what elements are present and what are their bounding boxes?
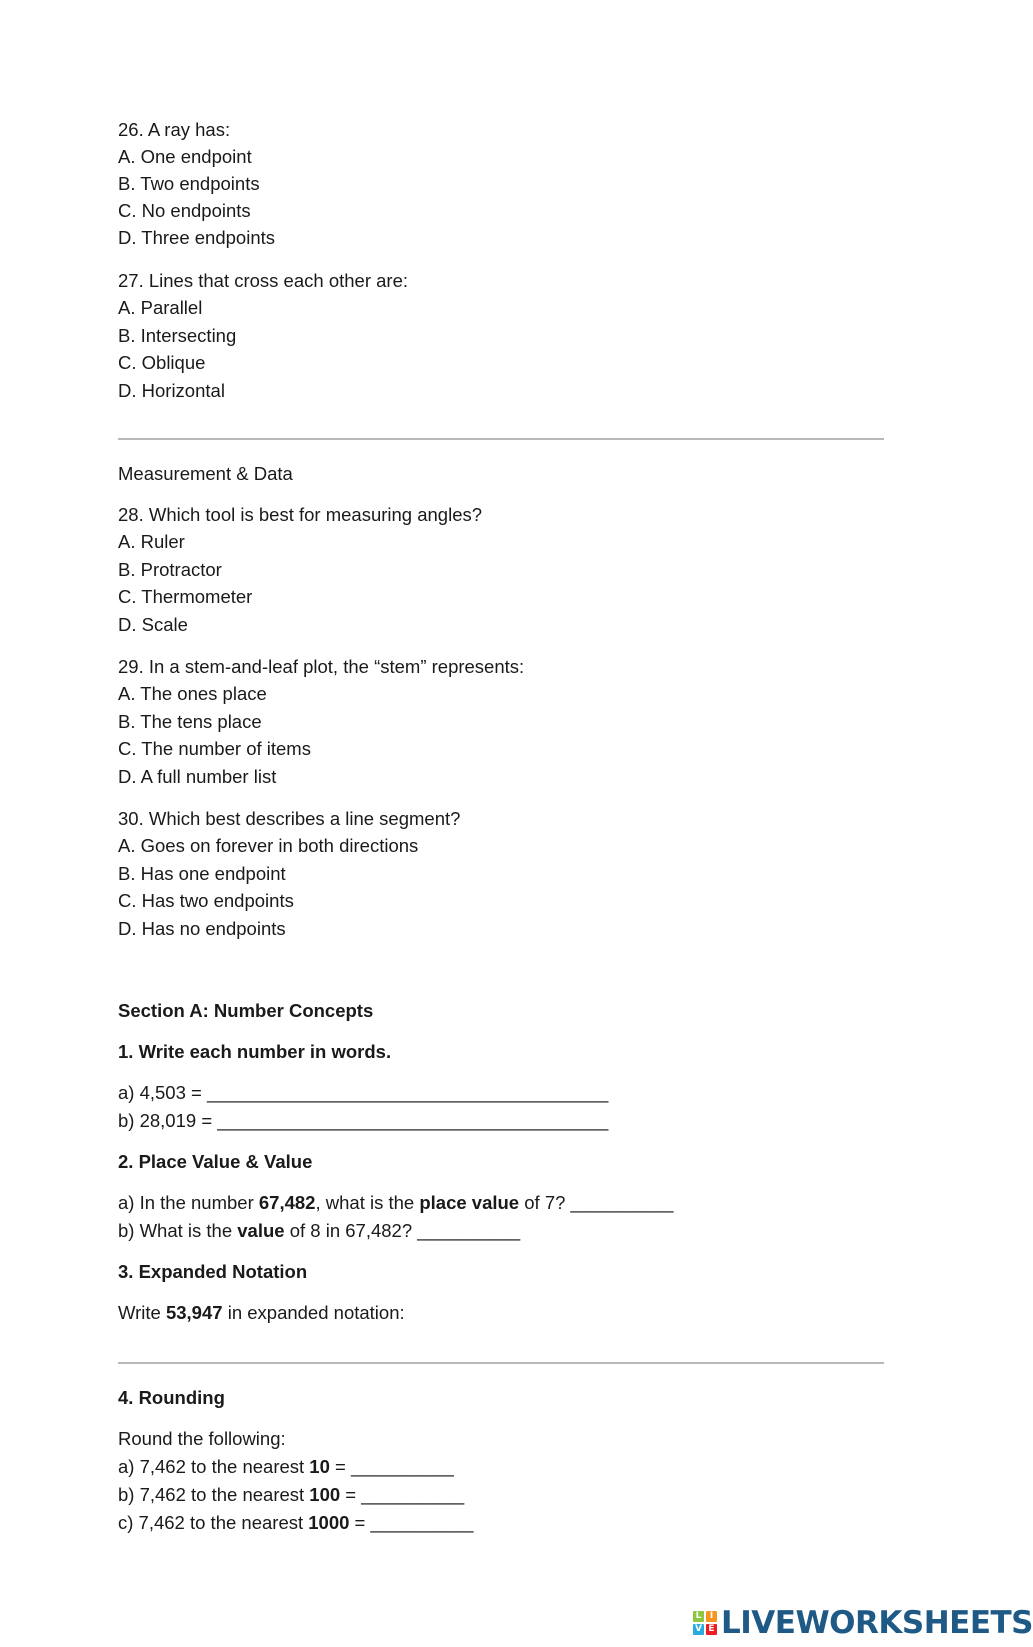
problem-4-intro: Round the following: xyxy=(118,1428,286,1449)
option-26c: C. No endpoints xyxy=(118,200,251,221)
question-27: 27. Lines that cross each other are: xyxy=(118,270,409,291)
problem-4-heading: 4. Rounding xyxy=(118,1387,225,1408)
option-28a: A. Ruler xyxy=(118,531,185,552)
logo-mark-l: L xyxy=(693,1611,704,1622)
problem-4b[interactable]: b) 7,462 to the nearest 100 = __________ xyxy=(118,1484,465,1505)
question-30: 30. Which best describes a line segment? xyxy=(118,808,461,829)
option-29d: D. A full number list xyxy=(118,766,277,787)
option-26b: B. Two endpoints xyxy=(118,173,260,194)
option-29b: B. The tens place xyxy=(118,711,262,732)
liveworksheets-logo-icon xyxy=(693,1611,717,1635)
option-29c: C. The number of items xyxy=(118,738,311,759)
option-27b: B. Intersecting xyxy=(118,325,237,346)
question-26: 26. A ray has: xyxy=(118,119,231,140)
option-26d: D. Three endpoints xyxy=(118,227,276,248)
option-28b: B. Protractor xyxy=(118,559,222,580)
problem-1-heading: 1. Write each number in words. xyxy=(118,1041,392,1062)
logo-mark-e: E xyxy=(706,1624,717,1635)
problem-2b[interactable]: b) What is the value of 8 in 67,482? __________ xyxy=(118,1220,521,1241)
option-30b: B. Has one endpoint xyxy=(118,863,286,884)
question-29: 29. In a stem-and-leaf plot, the “stem” represents: xyxy=(118,656,525,677)
question-28: 28. Which tool is best for measuring angles? xyxy=(118,504,483,525)
option-27c: C. Oblique xyxy=(118,352,206,373)
option-28c: C. Thermometer xyxy=(118,586,253,607)
option-30d: D. Has no endpoints xyxy=(118,918,286,939)
problem-2-heading: 2. Place Value & Value xyxy=(118,1151,313,1172)
problem-3-heading: 3. Expanded Notation xyxy=(118,1261,308,1282)
problem-4a[interactable]: a) 7,462 to the nearest 10 = __________ xyxy=(118,1456,454,1477)
logo-mark-i: I xyxy=(706,1611,717,1622)
divider-2 xyxy=(118,1362,884,1364)
option-26a: A. One endpoint xyxy=(118,146,252,167)
measurement-heading: Measurement & Data xyxy=(118,463,293,484)
logo-mark-v: V xyxy=(693,1624,704,1635)
liveworksheets-logo-text: LIVEWORKSHEETS xyxy=(721,1605,1033,1641)
option-30a: A. Goes on forever in both directions xyxy=(118,835,419,856)
section-a-title: Section A: Number Concepts xyxy=(118,1000,374,1021)
divider-1 xyxy=(118,438,884,440)
problem-2a[interactable]: a) In the number 67,482, what is the place value of 7? __________ xyxy=(118,1192,674,1213)
problem-1b[interactable]: b) 28,019 = ______________________________________ xyxy=(118,1110,609,1131)
option-27a: A. Parallel xyxy=(118,297,203,318)
problem-3-prompt: Write 53,947 in expanded notation: xyxy=(118,1302,405,1323)
option-29a: A. The ones place xyxy=(118,683,267,704)
option-28d: D. Scale xyxy=(118,614,188,635)
option-27d: D. Horizontal xyxy=(118,380,225,401)
problem-4c[interactable]: c) 7,462 to the nearest 1000 = __________ xyxy=(118,1512,474,1533)
problem-1a[interactable]: a) 4,503 = _______________________________________ xyxy=(118,1082,609,1103)
option-30c: C. Has two endpoints xyxy=(118,890,294,911)
liveworksheets-logo xyxy=(693,1605,1033,1641)
